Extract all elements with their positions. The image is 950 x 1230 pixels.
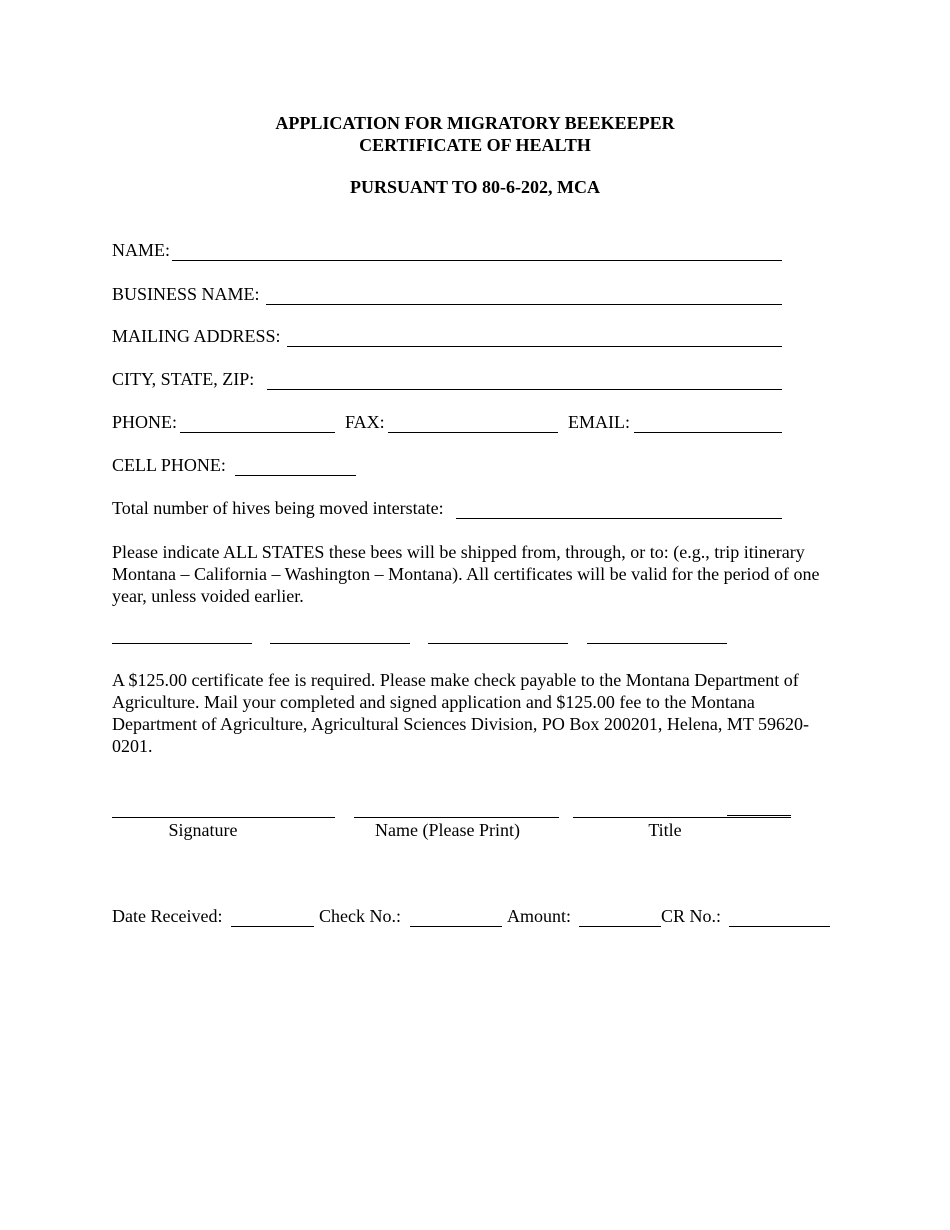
business-name-field[interactable] (266, 284, 782, 305)
cell-phone-label: CELL PHONE: (112, 455, 226, 475)
hives-label: Total number of hives being moved interstate: (112, 498, 444, 518)
cr-no-field[interactable] (729, 906, 830, 927)
state-field-2[interactable] (270, 623, 410, 644)
name-label: NAME: (112, 240, 170, 260)
signature-caption: Signature (168, 820, 238, 840)
title-caption: Title (648, 820, 682, 840)
states-instructions: Please indicate ALL STATES these bees will be shipped from, through, or to: (e.g., trip itinerary Montana – California – Washington – Montana). All certificates will be valid for the period of one year, unless voided earlier. (112, 542, 820, 606)
signature-field[interactable] (112, 797, 335, 818)
form-title-line2: CERTIFICATE OF HEALTH (359, 135, 591, 155)
amount-field[interactable] (579, 906, 661, 927)
state-field-4[interactable] (587, 623, 727, 644)
email-field[interactable] (634, 412, 782, 433)
form-title-line1: APPLICATION FOR MIGRATORY BEEKEEPER (275, 113, 675, 133)
check-no-field[interactable] (410, 906, 502, 927)
name-field[interactable] (172, 240, 782, 261)
hives-count-field[interactable] (456, 498, 782, 519)
mailing-address-field[interactable] (287, 326, 782, 347)
business-name-label: BUSINESS NAME: (112, 284, 260, 304)
phone-field[interactable] (180, 412, 335, 433)
check-no-label: Check No.: (319, 906, 401, 926)
date-received-field[interactable] (231, 906, 314, 927)
state-field-1[interactable] (112, 623, 252, 644)
amount-label: Amount: (507, 906, 572, 926)
date-received-label: Date Received: (112, 906, 223, 926)
form-subtitle: PURSUANT TO 80-6-202, MCA (349, 177, 600, 197)
cr-no-label: CR No.: (661, 906, 722, 926)
mailing-address-label: MAILING ADDRESS: (112, 326, 281, 346)
cell-phone-field[interactable] (235, 455, 356, 476)
fee-instructions: A $125.00 certificate fee is required. Please make check payable to the Montana Department of Agriculture. Mail your completed and signed application and $125.00 fee to the Montana Department of Agriculture, Agricultural Sciences Division, PO Box 200201, Helena, MT 59620-0201. (112, 670, 810, 756)
title-line-extension (727, 815, 791, 816)
state-field-3[interactable] (428, 623, 568, 644)
fax-label: FAX: (345, 412, 385, 432)
city-state-zip-label: CITY, STATE, ZIP: (112, 369, 255, 389)
phone-label: PHONE: (112, 412, 178, 432)
printed-name-caption: Name (Please Print) (375, 820, 520, 840)
printed-name-field[interactable] (354, 797, 559, 818)
fax-field[interactable] (388, 412, 558, 433)
city-state-zip-field[interactable] (267, 369, 782, 390)
email-label: EMAIL: (568, 412, 630, 432)
